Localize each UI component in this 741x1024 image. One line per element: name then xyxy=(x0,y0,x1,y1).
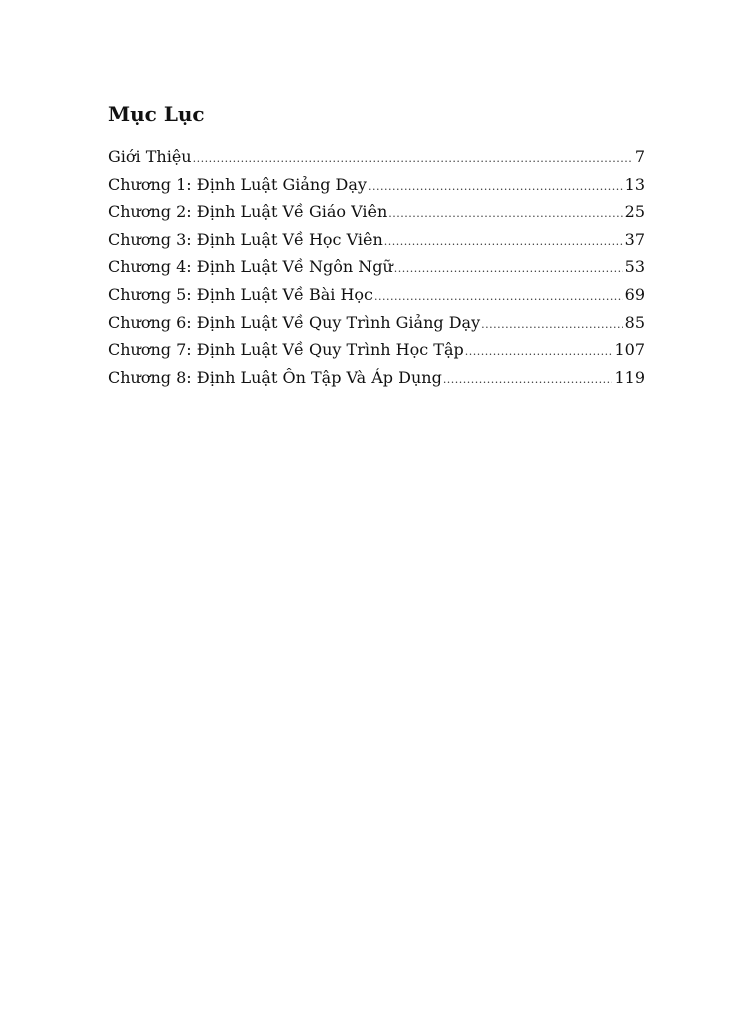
dot-leader xyxy=(394,255,623,283)
toc-list xyxy=(108,143,645,391)
dot-leader xyxy=(481,311,623,339)
toc-entry xyxy=(108,226,645,254)
toc-entry-page: 119 xyxy=(614,367,645,387)
toc-entry-page: 85 xyxy=(624,312,645,332)
toc-entry xyxy=(108,336,645,364)
dot-leader xyxy=(465,338,613,366)
toc-entry-page: 53 xyxy=(624,257,645,277)
toc-title: Mục Lục xyxy=(108,102,205,126)
dot-leader xyxy=(443,366,613,394)
dot-leader xyxy=(388,200,622,228)
toc-entry-label: Chương 5: Định Luật Về Bài Học xyxy=(108,284,374,304)
toc-entry xyxy=(108,198,645,226)
toc-entry-label: Chương 7: Định Luật Về Quy Trình Học Tập xyxy=(108,340,464,360)
toc-entry-page: 13 xyxy=(624,174,645,194)
toc-entry xyxy=(108,309,645,337)
toc-entry-label: Chương 1: Định Luật Giảng Dạy xyxy=(108,174,367,194)
toc-entry xyxy=(108,143,645,171)
toc-entry-page: 107 xyxy=(614,340,645,360)
toc-entry-page: 69 xyxy=(624,284,645,304)
toc-entry-page: 7 xyxy=(634,147,645,166)
toc-entry-page: 37 xyxy=(624,229,645,249)
toc-entry-label: Chương 3: Định Luật Về Học Viên xyxy=(108,229,383,249)
toc-entry-label: Chương 4: Định Luật Về Ngôn Ngữ xyxy=(108,257,393,277)
dot-leader xyxy=(374,283,623,311)
dot-leader xyxy=(368,173,623,201)
toc-entry-page: 25 xyxy=(624,202,645,222)
toc-entry-label: Chương 6: Định Luật Về Quy Trình Giảng Dạy xyxy=(108,312,481,332)
toc-entry xyxy=(108,364,645,392)
toc-entry xyxy=(108,253,645,281)
toc-entry-label: Chương 8: Định Luật Ôn Tập Và Áp Dụng xyxy=(108,367,442,387)
toc-entry-label: Chương 2: Định Luật Về Giáo Viên xyxy=(108,202,388,222)
dot-leader xyxy=(193,145,633,173)
dot-leader xyxy=(384,228,623,256)
toc-entry xyxy=(108,281,645,309)
toc-entry xyxy=(108,171,645,199)
toc-entry-label: Giới Thiệu xyxy=(108,147,192,166)
